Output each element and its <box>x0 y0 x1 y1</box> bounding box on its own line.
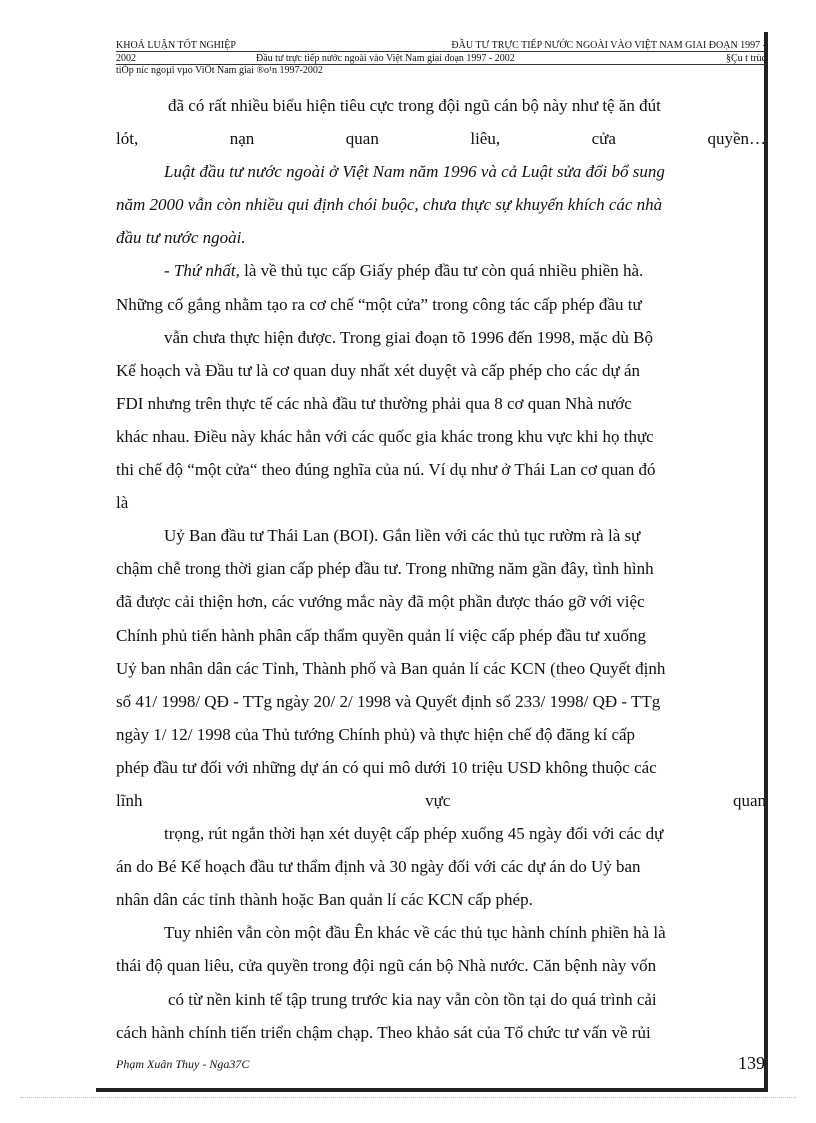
text-line-italic: Luật đầu tư nước ngoài ở Việt Nam năm 1996 và cả Luật sửa đổi bổ sung <box>164 162 665 182</box>
text-line: cách hành chính tiến triển chậm chạp. Theo khảo sát của Tổ chức tư vấn về rủi <box>116 1022 651 1042</box>
text-line: Những cố gắng nhằm tạo ra cơ chế “một cửa” trong công tác cấp phép đầu tư <box>116 294 642 314</box>
document-body <box>116 89 766 1049</box>
header-right: ĐẦU TƯ TRỰC TIẾP NƯỚC NGOÀI VÀO VIỆT NAM GIAI ĐOẠN 1997 - <box>451 40 766 51</box>
word: nạn <box>229 129 255 149</box>
header-left: KHOÁ LUẬN TỐT NGHIỆP <box>116 40 236 51</box>
text-line: là <box>116 493 129 513</box>
text-line: - Thứ nhất, là về thủ tục cấp Giấy phép đầu tư còn quá nhiều phiền hà. <box>164 261 644 281</box>
text-line: số 41/ 1998/ QĐ - TTg ngày 20/ 2/ 1998 và Quyết định số 233/ 1998/ QĐ - TTg <box>116 691 661 711</box>
text-line-italic: năm 2000 vẫn còn nhiều qui định chói buộc, chưa thực sự khuyến khích các nhà <box>116 195 663 215</box>
text-line: chậm chễ trong thời gian cấp phép đầu tư. Trong những năm gần đây, tình hình <box>116 559 654 579</box>
word: cửa <box>591 129 616 149</box>
running-header-line3: tiÕp níc ngoµi vµo ViÖt Nam giai ®o¹n 1997-2002 <box>116 65 323 76</box>
word: quan <box>732 790 766 810</box>
text-line-italic: đầu tư nước ngoài. <box>116 228 246 248</box>
word: lĩnh <box>116 790 143 810</box>
text-line-justified <box>116 784 766 817</box>
text-line: ngày 1/ 12/ 1998 của Thủ tướng Chính phủ) và thực hiện chế độ đăng kí cấp <box>116 724 636 744</box>
text-line: vẫn chưa thực hiện được. Trong giai đoạn tõ 1996 đến 1998, mặc dù Bộ <box>164 327 653 347</box>
text-line: Kế hoạch và Đầu tư là cơ quan duy nhất xét duyệt và cấp phép cho các dự án <box>116 360 640 380</box>
text-line: thi chế độ “một cửa“ theo đúng nghĩa của nú. Ví dụ như ở Thái Lan cơ quan đó <box>116 460 656 480</box>
page-number: 139 <box>738 1053 765 1073</box>
word: vực <box>425 790 451 810</box>
text-line: trọng, rút ngắn thời hạn xét duyệt cấp phép xuống 45 ngày đối với các dự <box>164 824 664 844</box>
text-line: án do Bé Kế hoạch đầu tư thẩm định và 30 ngày đối với các dự án do Uỷ ban <box>116 857 641 877</box>
text-line: đã có rất nhiều biểu hiện tiêu cực trong đội ngũ cán bộ này như tệ ăn đút <box>168 96 661 115</box>
emphasis: Thứ nhất, <box>173 261 240 281</box>
text-line: Uỷ Ban đầu tư Thái Lan (BOI). Gắn liền với các thủ tục rườm rà là sự <box>164 526 641 546</box>
text-line: nhân dân các tỉnh thành hoặc Ban quản lí các KCN cấp phép. <box>116 890 533 910</box>
text-line: Chính phủ tiến hành phân cấp thẩm quyền quản lí việc cấp phép đầu tư xuống <box>116 625 646 645</box>
footer-author: Phạm Xuân Thuy - Nga37C <box>116 1057 250 1071</box>
header-line2-left: 2002 <box>116 53 136 64</box>
text-line-justified <box>116 122 766 155</box>
text-line: đã được cải thiện hơn, các vướng mắc này đã một phần được tháo gỡ với việc <box>116 592 645 612</box>
header-line2-mid: Đầu tư trực tiếp nước ngoài vào Việt Nam giai đoạn 1997 - 2002 <box>256 53 515 64</box>
text-line: có từ nền kinh tế tập trung trước kia nay vẫn còn tồn tại do quá trình cải <box>168 989 657 1009</box>
header-line2-right: §Çu t trùc <box>726 53 766 64</box>
word: quan <box>345 129 379 149</box>
text-line: khác nhau. Điều này khác hẳn với các quốc gia khác trong khu vực khi họ thực <box>116 426 654 446</box>
text-line: Tuy nhiên vẫn còn một đầu Ên khác về các thủ tục hành chính phiền hà là <box>164 923 666 943</box>
word: liêu, <box>470 129 501 149</box>
text-line: Uỷ ban nhân dân các Tỉnh, Thành phố và Ban quản lí các KCN (theo Quyết định <box>116 658 666 678</box>
header-rule <box>116 51 766 52</box>
text-line: FDI nhưng trên thực tế các nhà đầu tư thường phải qua 8 cơ quan Nhà nước <box>116 393 632 413</box>
page-bottom-dotted-rule <box>20 1097 796 1098</box>
word: lót, <box>116 129 139 149</box>
word: quyền… <box>707 129 766 149</box>
text-line: thái độ quan liêu, cửa quyền trong đội ngũ cán bộ Nhà nước. Căn bệnh này vốn <box>116 956 657 976</box>
text-run: là về thủ tục cấp Giấy phép đầu tư còn quá nhiều phiền hà. <box>239 261 644 281</box>
text-line: phép đầu tư đối với những dự án có qui mô dưới 10 triệu USD không thuộc các <box>116 757 657 777</box>
